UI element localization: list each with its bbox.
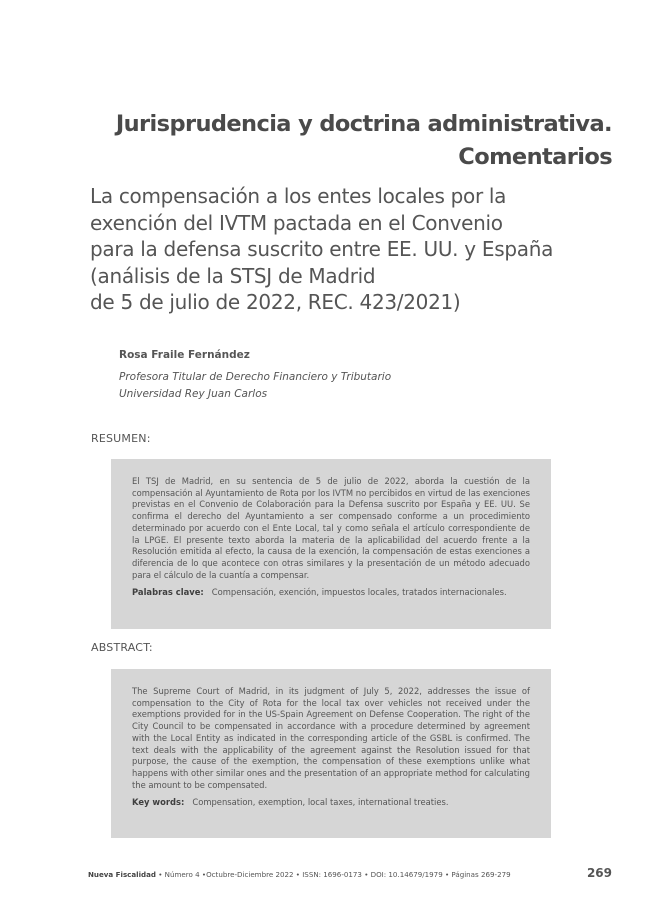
author-university: Universidad Rey Juan Carlos: [119, 388, 268, 400]
article-title: [90, 183, 620, 316]
section-header-line-2: Comentarios: [458, 144, 612, 170]
abstract-text: The Supreme Court of Madrid, in its judgment of July 5, 2022, addresses the issue of compensation to the City of Rota for the local tax over vehicles not received under the exemptions provided for in the US-Spain Agreement on Defense Cooperation. The right of the City Council to be compensated in accordance with a procedure determined by agreement with the Local Entity as indicated in the corresponding article of the GSBL is confirmed. The text deals with the applicability of the agreement against the Resolution issued for that purpose, the cause of the exemption, the compensation of these exemptions unlike what happens with other similar ones and the presentation of an appropriate method for calculating the amount to be compensated.: [132, 686, 530, 790]
author-name: Rosa Fraile Fernández: [119, 349, 250, 361]
abstract-keywords-value: Compensation, exemption, local taxes, international treaties.: [192, 797, 449, 808]
footer-details: • Número 4 •Octubre-Diciembre 2022 • ISSN: 1696-0173 • DOI: 10.14679/1979 • Páginas 269-279: [155, 870, 511, 879]
page-number: 269: [586, 866, 612, 880]
journal-name: Nueva Fiscalidad: [88, 870, 156, 879]
abstract-keywords-label: Key words:: [132, 797, 185, 808]
resumen-box: [111, 459, 551, 629]
resumen-keywords-label: Palabras clave:: [132, 587, 204, 598]
article-title-line: La compensación a los entes locales por la: [90, 184, 507, 208]
section-header: [52, 108, 612, 174]
abstract-keywords: [132, 797, 530, 807]
article-title-line: (análisis de la STSJ de Madrid: [90, 263, 376, 288]
section-header-line-1: Jurisprudencia y doctrina administrativa.: [115, 111, 612, 137]
article-title-line: de 5 de julio de 2022, REC. 423/2021): [90, 290, 461, 314]
abstract-box: [111, 669, 551, 838]
resumen-text: El TSJ de Madrid, en su sentencia de 5 de julio de 2022, aborda la cuestión de la compensación al Ayuntamiento de Rota por los IVTM no percibidos en virtud de las exenciones previstas en el Convenio de Colaboración para la Defensa suscrito por España y EE. UU. Se confirma el derecho del Ayuntamiento a ser compensado conforme a un procedimiento determinado por acuerdo con el Ente Local, tal y como señala el artículo correspondiente de la LPGE. El presente texto aborda la materia de la aplicabilidad del acuerdo frente a la Resolución emitida al efecto, la causa de la exención, la compensación de estas exenciones a diferencia de lo que acontece con otras similares y la presentación de un método adecuado para el cálculo de la cuantía a compensar.: [132, 476, 530, 580]
abstract-label: ABSTRACT:: [91, 641, 153, 654]
footer-citation: [88, 870, 511, 879]
article-title-line: para la defensa suscrito entre EE. UU. y España: [90, 237, 554, 261]
article-title-line: exención del IVTM pactada en el Convenio: [90, 210, 503, 235]
author-position: Profesora Titular de Derecho Financiero y Tributario: [119, 371, 392, 383]
resumen-keywords: [132, 587, 530, 597]
resumen-label: RESUMEN:: [91, 432, 151, 445]
author-affiliation: [119, 369, 391, 403]
resumen-keywords-value: Compensación, exención, impuestos locales, tratados internacionales.: [211, 587, 507, 598]
